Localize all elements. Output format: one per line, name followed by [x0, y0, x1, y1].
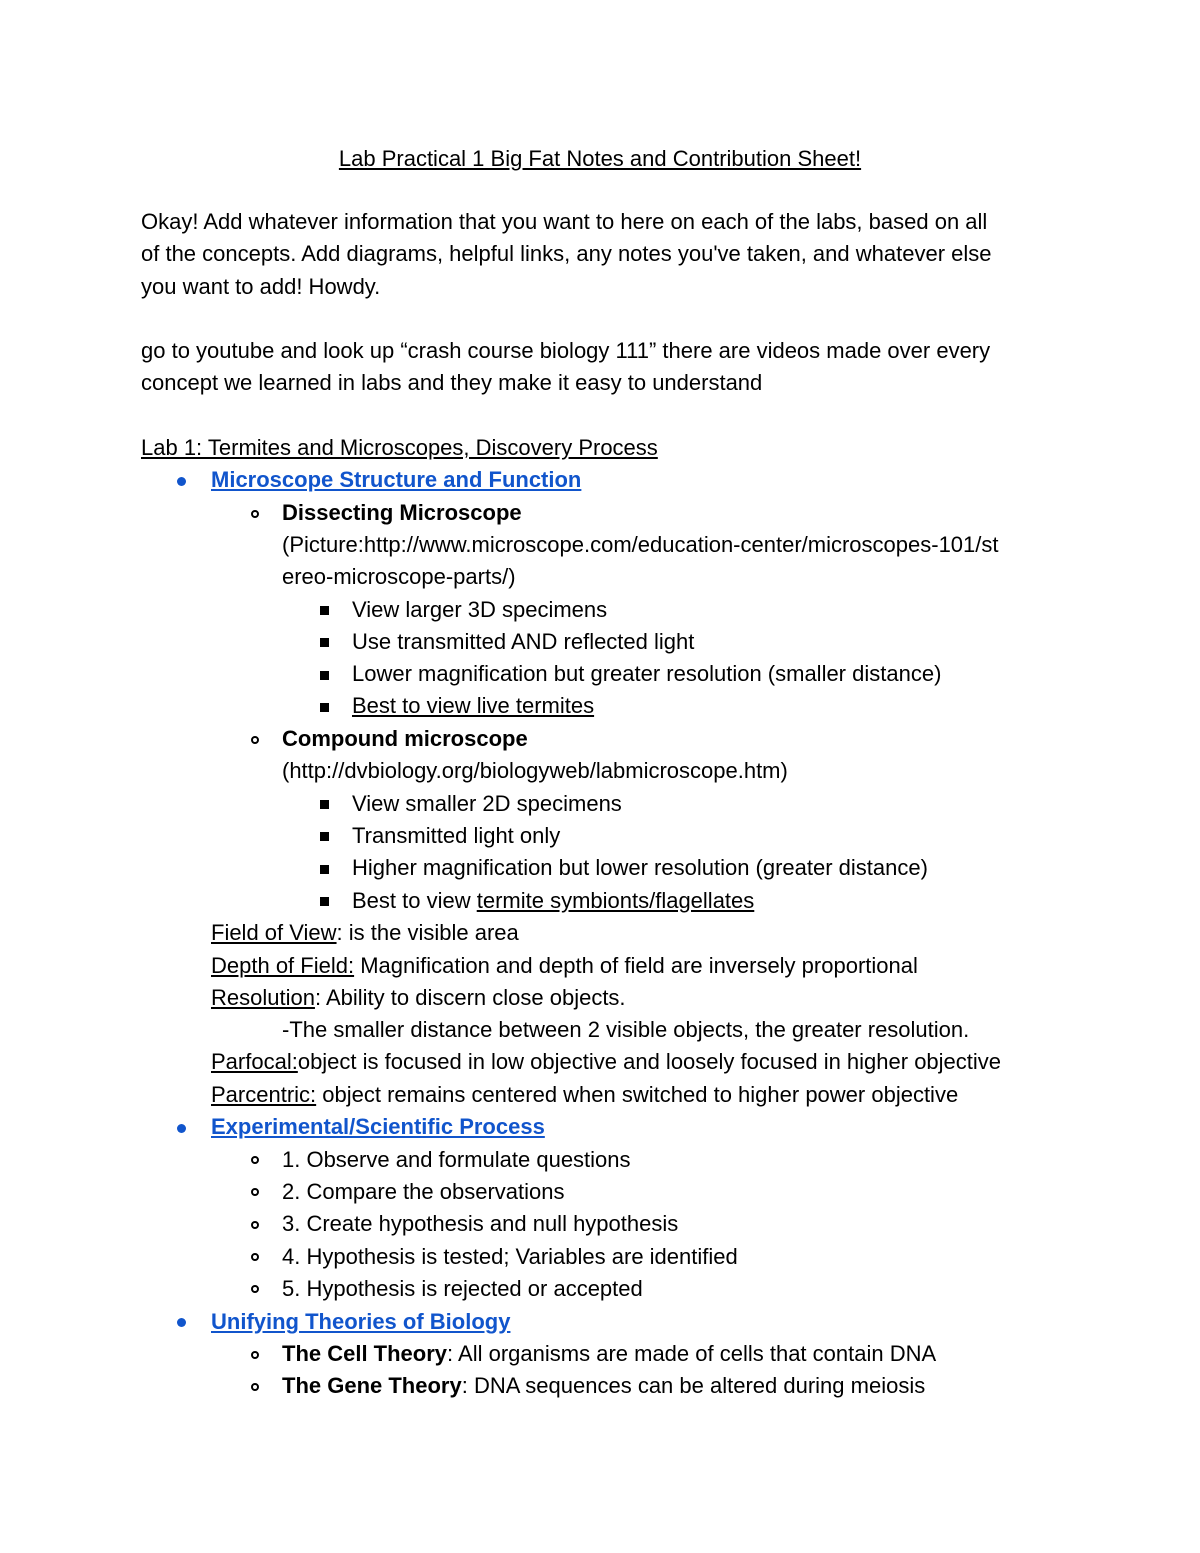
- hollow-bullet-icon: [251, 736, 259, 744]
- list-item: Transmitted light only: [352, 823, 561, 848]
- hollow-bullet-icon: [251, 1156, 259, 1164]
- dissecting-microscope-label: Dissecting Microscope: [282, 500, 522, 525]
- list-item-underlined: termite symbionts/flagellates: [476, 888, 755, 913]
- definition-text: : Ability to discern close objects.: [314, 985, 626, 1010]
- square-bullet-icon: [320, 606, 329, 615]
- hollow-bullet-icon: [251, 1351, 259, 1359]
- definition-term: Parcentric:: [211, 1082, 317, 1107]
- square-bullet-icon: [320, 865, 329, 874]
- unifying-theories-link[interactable]: Unifying Theories of Biology: [211, 1309, 511, 1334]
- page-title: Lab Practical 1 Big Fat Notes and Contribution Sheet!: [338, 146, 862, 171]
- tip-line: go to youtube and look up “crash course biology 111” there are videos made over every: [141, 338, 991, 363]
- hollow-bullet-icon: [251, 1383, 259, 1391]
- hollow-bullet-icon: [251, 1285, 259, 1293]
- list-item: View smaller 2D specimens: [352, 791, 622, 816]
- theory-text: : DNA sequences can be altered during meiosis: [461, 1373, 926, 1398]
- process-step: 3. Create hypothesis and null hypothesis: [282, 1211, 679, 1236]
- square-bullet-icon: [320, 800, 329, 809]
- definition-text: : is the visible area: [336, 920, 519, 945]
- resolution-note: -The smaller distance between 2 visible objects, the greater resolution.: [282, 1017, 970, 1042]
- square-bullet-icon: [320, 671, 329, 680]
- compound-link-line: (http://dvbiology.org/biologyweb/labmicroscope.htm): [282, 758, 788, 783]
- list-item: Best to view live termites: [352, 693, 595, 718]
- dissecting-link-line: (Picture:http://www.microscope.com/education-center/microscopes-101/st: [282, 532, 999, 557]
- definition-term: Field of View: [211, 920, 337, 945]
- hollow-bullet-icon: [251, 1221, 259, 1229]
- bullet-dot-icon: [177, 1318, 186, 1327]
- square-bullet-icon: [320, 703, 329, 712]
- theory-item: [282, 1370, 925, 1402]
- intro-line: Okay! Add whatever information that you want to here on each of the labs, based on all: [141, 209, 988, 234]
- hollow-bullet-icon: [251, 1188, 259, 1196]
- theory-text: : All organisms are made of cells that contain DNA: [447, 1341, 937, 1366]
- process-step: 2. Compare the observations: [282, 1179, 565, 1204]
- definition-term: Resolution: [211, 985, 315, 1010]
- square-bullet-icon: [320, 897, 329, 906]
- definition-parfocal: [211, 1046, 1001, 1078]
- bullet-dot-icon: [177, 1124, 186, 1133]
- definition-field-of-view: [211, 917, 519, 949]
- tip-paragraph: [141, 335, 1071, 400]
- definition-text: object remains centered when switched to higher power objective: [316, 1082, 959, 1107]
- process-step: 5. Hypothesis is rejected or accepted: [282, 1276, 643, 1301]
- list-item: View larger 3D specimens: [352, 597, 608, 622]
- definition-text: Magnification and depth of field are inversely proportional: [354, 953, 918, 978]
- lab1-heading: Lab 1: Termites and Microscopes, Discovery Process: [141, 435, 658, 460]
- square-bullet-icon: [320, 638, 329, 647]
- intro-line: you want to add! Howdy.: [141, 273, 381, 299]
- list-item: Use transmitted AND reflected light: [352, 629, 695, 654]
- definition-term: Parfocal:: [211, 1049, 298, 1074]
- list-item-prefix: Best to view: [352, 888, 477, 913]
- microscope-structure-link[interactable]: Microscope Structure and Function: [211, 467, 582, 492]
- definition-text: object is focused in low objective and loosely focused in higher objective: [297, 1049, 1002, 1074]
- scientific-process-link[interactable]: Experimental/Scientific Process: [211, 1114, 545, 1139]
- definition-depth-of-field: [211, 950, 918, 982]
- process-step: 1. Observe and formulate questions: [282, 1147, 631, 1172]
- compound-microscope-label: Compound microscope: [282, 726, 528, 751]
- intro-line: of the concepts. Add diagrams, helpful links, any notes you've taken, and whatever else: [141, 241, 992, 267]
- theory-name: The Gene Theory: [282, 1373, 462, 1398]
- definition-parcentric: [211, 1079, 958, 1111]
- list-item: Lower magnification but greater resolution (smaller distance): [352, 661, 942, 686]
- bullet-dot-icon: [177, 477, 186, 486]
- dissecting-link-line: ereo-microscope-parts/): [282, 564, 516, 589]
- definition-resolution: [211, 982, 626, 1014]
- theory-name: The Cell Theory: [282, 1341, 448, 1366]
- list-item: Higher magnification but lower resolution (greater distance): [352, 855, 928, 880]
- list-item: [352, 885, 754, 917]
- hollow-bullet-icon: [251, 510, 259, 518]
- process-step: 4. Hypothesis is tested; Variables are identified: [282, 1244, 738, 1269]
- tip-line: concept we learned in labs and they make it easy to understand: [141, 370, 763, 396]
- theory-item: [282, 1338, 936, 1370]
- hollow-bullet-icon: [251, 1253, 259, 1261]
- definition-term: Depth of Field:: [211, 953, 355, 978]
- square-bullet-icon: [320, 832, 329, 841]
- intro-paragraph: [141, 206, 1071, 303]
